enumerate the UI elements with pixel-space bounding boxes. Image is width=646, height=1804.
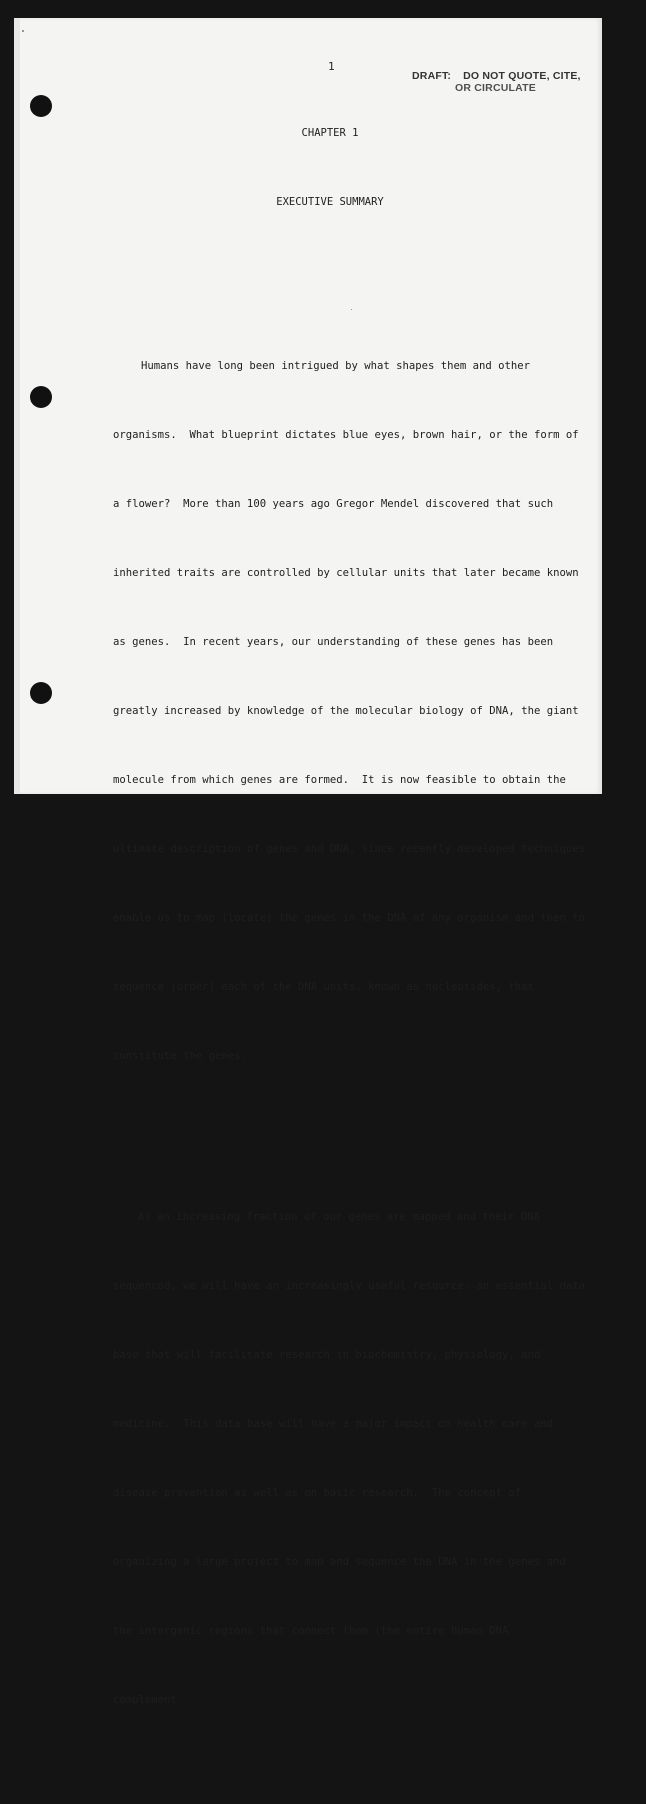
text-line: constitute the genes.	[113, 1050, 247, 1062]
body-text	[113, 263, 585, 1804]
text-line: medicine. This data base will have a major impact on health care and	[113, 1418, 554, 1430]
document-page	[14, 18, 602, 1706]
paper-speck	[351, 309, 352, 310]
text-line: disease prevention as well as on basic research. The concept of	[113, 1487, 522, 1499]
draft-stamp	[412, 70, 581, 94]
draft-stamp-label: DRAFT:	[412, 70, 452, 82]
text-line: enable us to map (locate) the genes in the DNA of any organism and then to	[113, 912, 585, 924]
text-line: organisms. What blueprint dictates blue eyes, brown hair, or the form of	[113, 429, 579, 441]
punch-hole	[30, 386, 52, 408]
draft-stamp-line2: OR CIRCULATE	[455, 82, 536, 94]
text-line: greatly increased by knowledge of the molecular biology of DNA, the giant	[113, 705, 579, 717]
text-line: the intergenic regions that connect them (the entire human DNA	[113, 1625, 509, 1637]
punch-hole	[30, 95, 52, 117]
text-line: As an increasing fraction of our genes are mapped and their DNA	[138, 1211, 540, 1223]
paragraph	[113, 1160, 585, 1758]
paragraph	[113, 309, 585, 1114]
draft-stamp-line1: DO NOT QUOTE, CITE,	[463, 70, 581, 82]
text-line: molecule from which genes are formed. It is now feasible to obtain the	[113, 774, 566, 786]
paper-speck	[22, 30, 24, 32]
text-line: a flower? More than 100 years ago Gregor Mendel discovered that such	[113, 498, 554, 510]
section-title: EXECUTIVE SUMMARY	[276, 196, 384, 208]
text-line: ultimate description of genes and DNA, since recently developed techniques	[113, 843, 585, 855]
text-line: complement	[113, 1694, 177, 1706]
text-line: organizing a large project to map and sequence the DNA in the genes and	[113, 1556, 566, 1568]
page-number: 1	[328, 60, 335, 73]
text-line: sequenced, we will have an increasingly useful resource--an essential data	[113, 1280, 585, 1292]
punch-hole	[30, 682, 52, 704]
text-line: inherited traits are controlled by cellular units that later became known	[113, 567, 579, 579]
chapter-heading: CHAPTER 1	[301, 127, 359, 139]
text-line: as genes. In recent years, our understanding of these genes has been	[113, 636, 554, 648]
text-line: base that will facilitate research in biochemistry, physiology, and	[113, 1349, 541, 1361]
text-line: Humans have long been intrigued by what shapes them and other	[141, 360, 531, 372]
text-line: sequence (order) each of the DNA units, known as nucleotides, that	[113, 981, 534, 993]
